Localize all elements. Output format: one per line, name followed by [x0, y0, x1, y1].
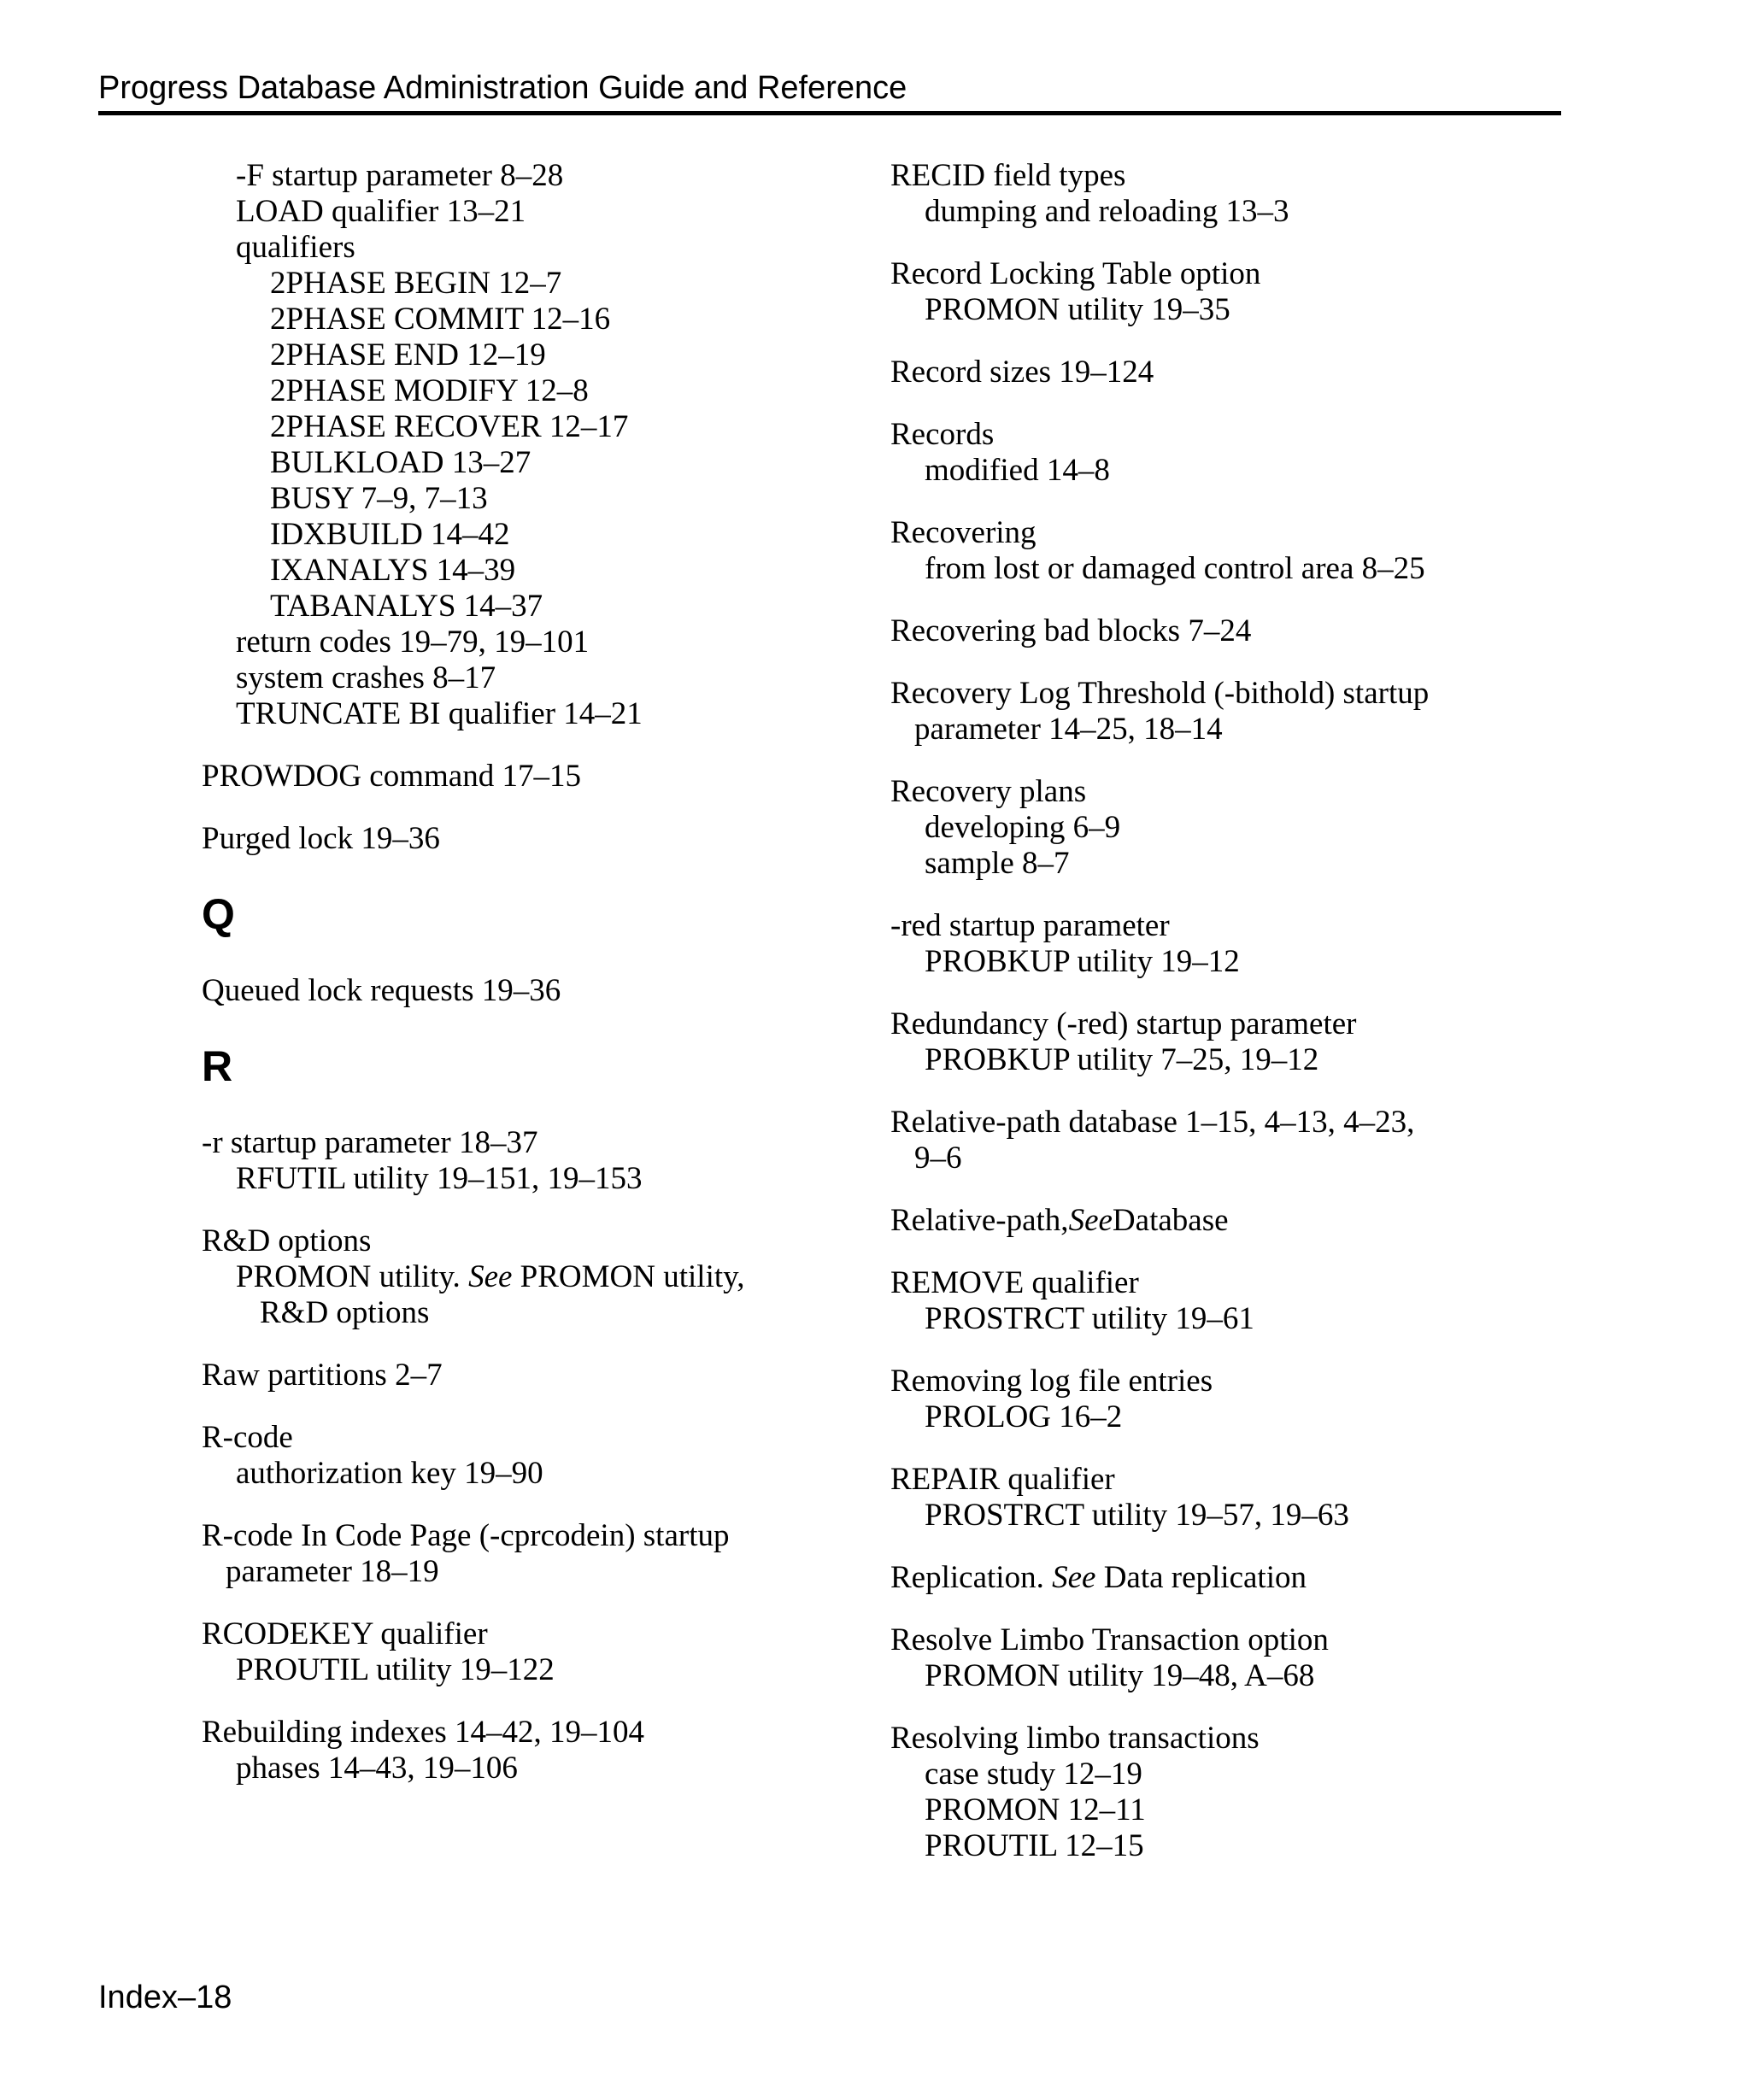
index-column-right [890, 158, 1557, 1864]
index-entry: R-code In Code Page (-cprcodein) startup [202, 1518, 730, 1553]
index-subentry: PROUTIL 12–15 [925, 1828, 1144, 1863]
index-entry: Redundancy (-red) startup parameter [890, 1006, 1357, 1041]
page-header [98, 67, 1561, 118]
index-subentry: sample 8–7 [925, 846, 1070, 881]
see-reference: See [1052, 1560, 1096, 1595]
index-entry: Replication. See Data replication [890, 1560, 1307, 1595]
index-subentry: dumping and reloading 13–3 [925, 194, 1289, 229]
index-subentry: PROSTRCT utility 19–57, 19–63 [925, 1498, 1349, 1533]
header-rule [98, 111, 1561, 115]
index-subentry: from lost or damaged control area 8–25 [925, 551, 1425, 586]
index-subentry: TRUNCATE BI qualifier 14–21 [236, 696, 643, 731]
index-entry: Recovering bad blocks 7–24 [890, 613, 1252, 648]
index-entry: Record sizes 19–124 [890, 355, 1154, 390]
index-subsubentry: TABANALYS 14–37 [270, 589, 543, 624]
index-subentry: authorization key 19–90 [236, 1456, 543, 1491]
index-subsubentry: 2PHASE END 12–19 [270, 337, 546, 372]
document-title: Progress Database Administration Guide and Reference [98, 70, 907, 106]
index-entry: Rebuilding indexes 14–42, 19–104 [202, 1715, 644, 1750]
index-entry: Records [890, 417, 995, 452]
index-subentry: qualifiers [236, 230, 355, 265]
index-subentry: PROMON utility 19–35 [925, 292, 1230, 327]
index-column-left [202, 158, 851, 1786]
index-subentry: PROLOG 16–2 [925, 1399, 1123, 1434]
index-entry: Resolving limbo transactions [890, 1721, 1260, 1756]
page-number: Index–18 [98, 1980, 232, 2015]
index-subentry: PROBKUP utility 19–12 [925, 944, 1240, 979]
index-subentry: PROMON 12–11 [925, 1792, 1146, 1827]
see-reference: See [468, 1259, 513, 1294]
index-subentry: LOAD qualifier 13–21 [236, 194, 526, 229]
section-letter-q: Q [202, 890, 235, 938]
index-entry: Recovery Log Threshold (-bithold) startup [890, 676, 1430, 711]
index-entry: R-code [202, 1420, 293, 1455]
index-subentry: PROUTIL utility 19–122 [236, 1652, 555, 1687]
index-entry: REPAIR qualifier [890, 1462, 1115, 1497]
see-reference: See [1068, 1203, 1113, 1238]
index-entry: Removing log file entries [890, 1364, 1213, 1399]
index-subentry: -F startup parameter 8–28 [236, 158, 564, 193]
index-subentry: PROSTRCT utility 19–61 [925, 1301, 1254, 1336]
index-entry: RCODEKEY qualifier [202, 1616, 488, 1651]
index-subsubentry: 2PHASE COMMIT 12–16 [270, 302, 611, 337]
index-entry: RECID field types [890, 158, 1126, 193]
index-subentry: RFUTIL utility 19–151, 19–153 [236, 1161, 643, 1196]
index-subsubentry: 2PHASE BEGIN 12–7 [270, 266, 562, 301]
index-subentry: phases 14–43, 19–106 [236, 1751, 518, 1786]
index-subentry: PROBKUP utility 7–25, 19–12 [925, 1042, 1319, 1077]
index-entry: -r startup parameter 18–37 [202, 1125, 538, 1160]
index-continuation: parameter 14–25, 18–14 [914, 712, 1223, 747]
index-entry: Raw partitions 2–7 [202, 1358, 443, 1393]
index-entry: Relative-path,SeeDatabase [890, 1203, 1229, 1238]
index-continuation: 9–6 [914, 1141, 962, 1176]
index-subentry: modified 14–8 [925, 453, 1110, 488]
index-subsubentry: IDXBUILD 14–42 [270, 517, 510, 552]
index-entry: Recovering [890, 515, 1036, 550]
index-subsubentry: 2PHASE MODIFY 12–8 [270, 373, 589, 408]
index-entry: -red startup parameter [890, 908, 1170, 943]
index-entry: Recovery plans [890, 774, 1087, 809]
index-subsubentry: BULKLOAD 13–27 [270, 445, 531, 480]
index-subsubentry: 2PHASE RECOVER 12–17 [270, 409, 629, 444]
index-entry: Record Locking Table option [890, 256, 1261, 291]
section-letter-r: R [202, 1042, 233, 1090]
index-entry: Resolve Limbo Transaction option [890, 1622, 1329, 1657]
index-entry: PROWDOG command 17–15 [202, 759, 581, 794]
index-subsubentry: IXANALYS 14–39 [270, 553, 516, 588]
index-subentry: PROMON utility 19–48, A–68 [925, 1658, 1315, 1693]
index-subsubentry: BUSY 7–9, 7–13 [270, 481, 488, 516]
index-entry: Relative-path database 1–15, 4–13, 4–23, [890, 1105, 1415, 1140]
index-entry: Queued lock requests 19–36 [202, 973, 561, 1008]
index-entry: R&D options [202, 1223, 372, 1258]
index-entry: REMOVE qualifier [890, 1265, 1139, 1300]
index-subentry: case study 12–19 [925, 1757, 1142, 1792]
index-continuation: parameter 18–19 [226, 1554, 439, 1589]
index-entry: Purged lock 19–36 [202, 821, 440, 856]
index-subentry: return codes 19–79, 19–101 [236, 625, 590, 660]
index-subentry: PROMON utility. See PROMON utility, [236, 1259, 745, 1294]
index-subentry: system crashes 8–17 [236, 660, 496, 695]
index-subentry: developing 6–9 [925, 810, 1121, 845]
index-continuation: R&D options [260, 1295, 430, 1330]
